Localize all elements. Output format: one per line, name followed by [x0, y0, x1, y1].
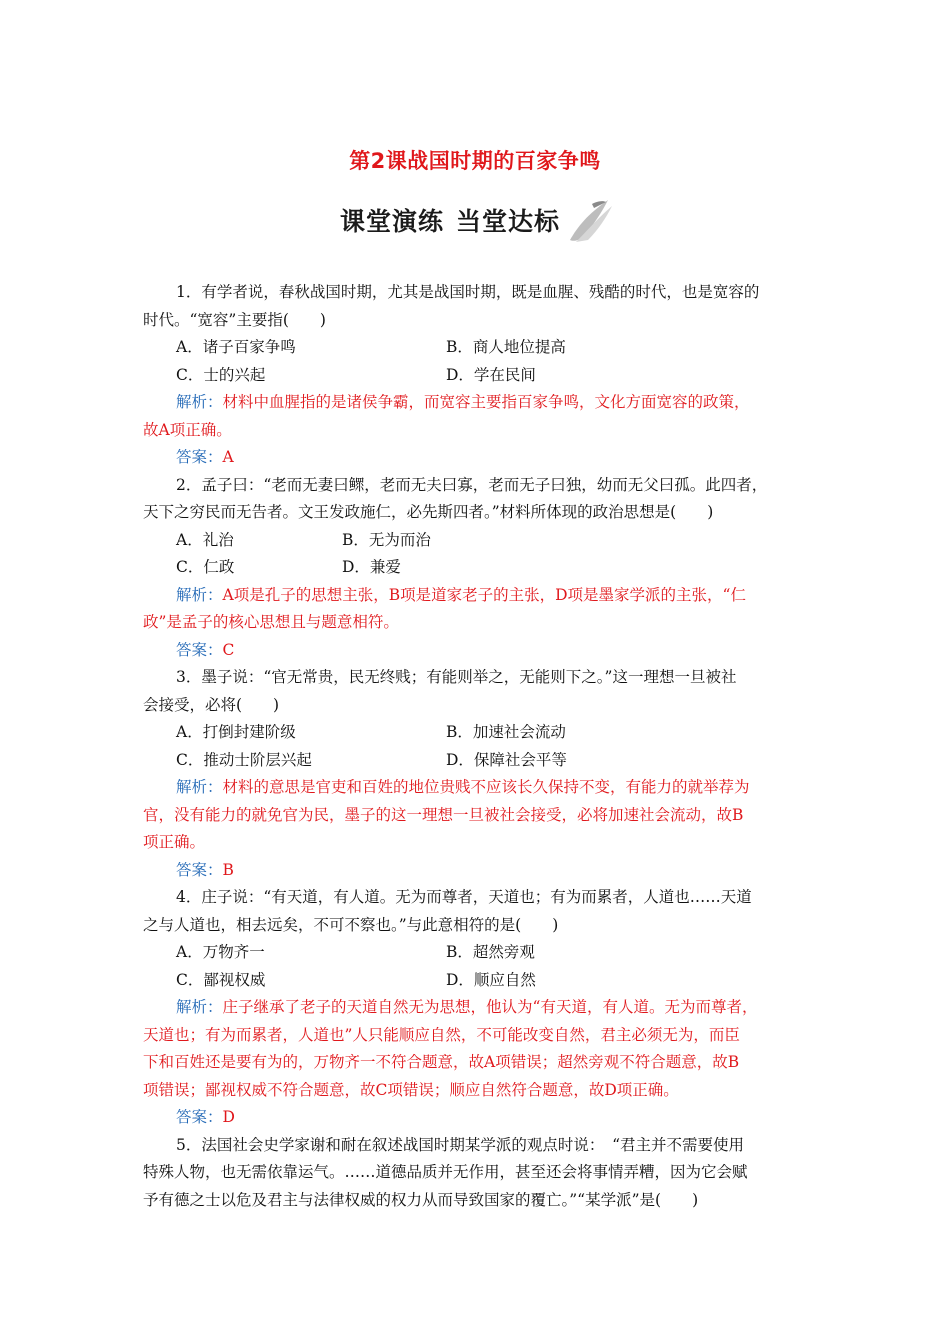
question-3-stem-line-2: 会接受，必将( ) [143, 695, 280, 714]
answer-label: 答案： [176, 860, 223, 879]
question-3-analysis-line-2: 官，没有能力的就免官为民，墨子的这一理想一旦被社会接受，必将加速社会流动，故B [143, 805, 744, 824]
question-1-answer [143, 444, 809, 472]
analysis-label: 解析： [176, 778, 223, 796]
question-4-analysis-line-1: 解析：庄子继承了老子的天道自然无为思想，他认为“有天道，有人道。无为而尊者， [176, 998, 758, 1016]
question-3-analysis-line-1: 解析：材料的意思是官吏和百姓的地位贵贱不应该长久保持不变，有能力的就举荐为 [176, 778, 750, 796]
question-4-option-c: C．鄙视权威 [176, 970, 266, 989]
question-4-option-d: D．顺应自然 [446, 970, 536, 989]
question-5-stem-line-3: 予有德之士以危及君主与法律权威的权力从而导致国家的覆亡。”“某学派”是( ) [143, 1190, 699, 1209]
answer-label: 答案： [176, 640, 223, 659]
question-1-option-b: B．商人地位提高 [446, 338, 566, 356]
question-3-option-d: D．保障社会平等 [446, 750, 567, 769]
analysis-label: 解析： [176, 585, 223, 604]
question-4-options-row-1 [143, 939, 809, 967]
answer-value: C [222, 640, 235, 659]
answer-value: A [222, 448, 234, 466]
answer-value: B [222, 860, 234, 879]
question-1-analysis-line-1: 解析：材料中血腥指的是诸侯争霸，而宽容主要指百家争鸣，文化方面宽容的政策， [176, 393, 750, 411]
question-3-option-c: C．推动士阶层兴起 [176, 750, 312, 769]
question-2-option-c: C．仁政 [176, 558, 235, 576]
question-1-option-c: C．士的兴起 [176, 365, 266, 384]
question-1-options-row-1 [143, 334, 809, 362]
question-2-option-b: B．无为而治 [342, 530, 431, 549]
question-1-stem-line-1: 1．有学者说，春秋战国时期，尤其是战国时期，既是血腥、残酷的时代，也是宽容的 [176, 283, 760, 301]
question-4-options-row-2 [143, 967, 809, 995]
section-banner [340, 202, 620, 246]
analysis-label: 解析： [176, 393, 223, 411]
question-2-stem-line-2: 天下之穷民而无告者。文王发政施仁，必先斯四者。”材料所体现的政治思想是( ) [143, 503, 714, 521]
question-3-option-a: A．打倒封建阶级 [176, 723, 296, 741]
question-3-options-row-2 [143, 747, 809, 775]
question-3-options-row-1 [143, 719, 809, 747]
question-2-answer [143, 637, 809, 665]
question-4-analysis-line-2: 天道也；有为而累者，人道也”人只能顺应自然，不可能改变自然，君主必须无为，而臣 [143, 1025, 740, 1044]
question-4-analysis-line-3: 下和百姓还是要有为的，万物齐一不符合题意，故A项错误；超然旁观不符合题意，故B [143, 1053, 740, 1071]
answer-label: 答案： [176, 448, 223, 466]
question-2-analysis-line-1: 解析：A项是孔子的思想主张，B项是道家老子的主张，D项是墨家学派的主张，“仁 [176, 585, 746, 604]
question-2-options-row-1 [143, 527, 809, 555]
brush-swoosh-icon [562, 196, 618, 246]
answer-value: D [222, 1108, 235, 1126]
question-1-option-a: A．诸子百家争鸣 [176, 338, 296, 356]
page-title: 第2课战国时期的百家争鸣 [349, 149, 601, 173]
question-4-option-a: A．万物齐一 [176, 943, 265, 961]
question-4-stem-line-2: 之与人道也，相去远矣，不可不察也。”与此意相符的是( ) [143, 915, 559, 934]
question-1-option-d: D．学在民间 [446, 365, 536, 384]
question-2-option-a: A．礼治 [176, 530, 234, 549]
question-4-stem-line-1: 4．庄子说：“有天道，有人道。无为而尊者，天道也；有为而累者，人道也……天道 [176, 888, 752, 906]
question-2-options-row-2 [143, 554, 809, 582]
question-4-analysis-line-4: 项错误；鄙视权威不符合题意，故C项错误；顺应自然符合题意，故D项正确。 [143, 1080, 679, 1099]
analysis-label: 解析： [176, 998, 223, 1016]
banner-right-text: 当堂达标 [456, 207, 561, 236]
question-5-stem-line-1: 5．法国社会史学家谢和耐在叙述战国时期某学派的观点时说： “君主并不需要使用 [176, 1135, 745, 1154]
question-5-stem-line-2: 特殊人物，也无需依靠运气。……道德品质并无作用，甚至还会将事情弄糟，因为它会赋 [143, 1163, 748, 1181]
question-3-analysis-line-3: 项正确。 [143, 833, 206, 851]
question-list [143, 279, 809, 1214]
answer-label: 答案： [176, 1108, 223, 1126]
question-2-option-d: D．兼爱 [342, 558, 401, 576]
question-4-answer [143, 1104, 809, 1132]
question-3-answer [143, 857, 809, 885]
question-2-analysis-line-2: 政”是孟子的核心思想且与题意相符。 [143, 613, 399, 631]
question-3-stem-line-1: 3．墨子说：“官无常贵，民无终贱；有能则举之，无能则下之。”这一理想一旦被社 [176, 668, 737, 686]
banner-left-text: 课堂演练 [340, 207, 445, 236]
question-2-stem-line-1: 2．孟子曰：“老而无妻曰鳏，老而无夫曰寡，老而无子曰独，幼而无父曰孤。此四者， [176, 475, 768, 494]
question-1-options-row-2 [143, 362, 809, 390]
question-3-option-b: B．加速社会流动 [446, 723, 566, 741]
question-4-option-b: B．超然旁观 [446, 943, 535, 961]
question-1-stem-line-2: 时代。“宽容”主要指( ) [143, 310, 326, 329]
question-1-analysis-line-2: 故A项正确。 [143, 420, 232, 439]
